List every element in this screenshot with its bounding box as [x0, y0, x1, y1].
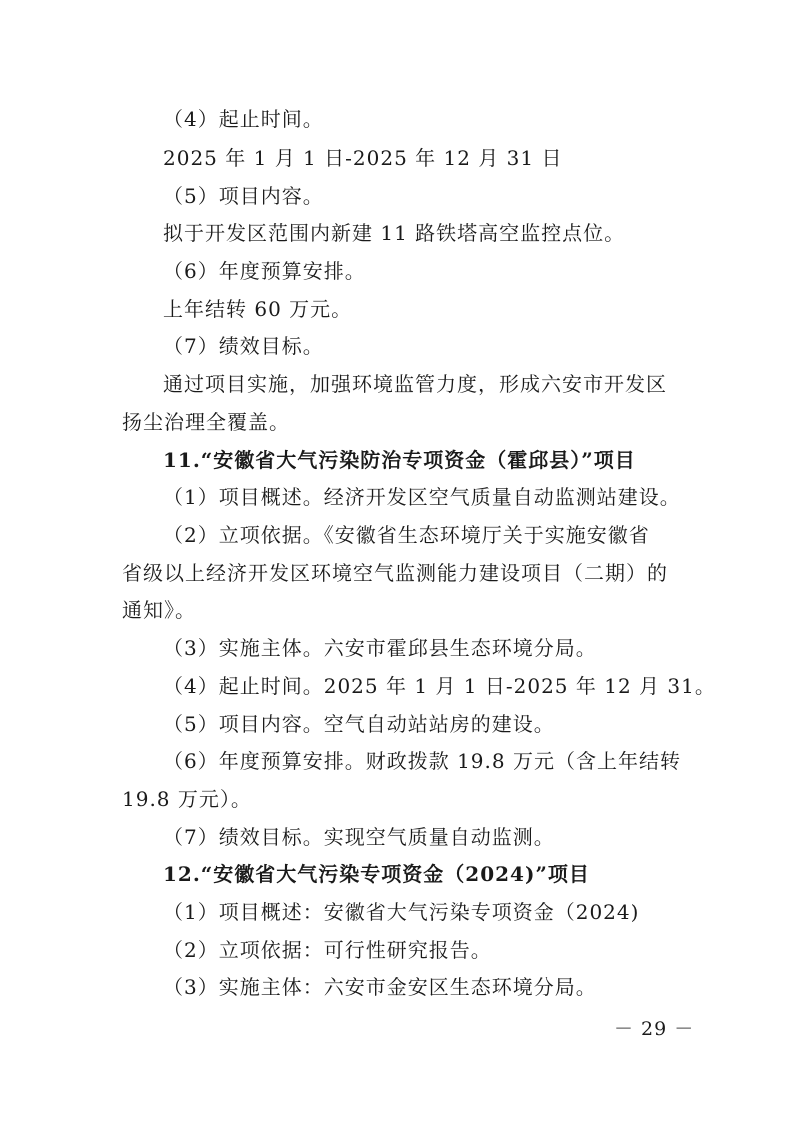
paragraph-line: （3）实施主体。六安市霍邱县生态环境分局。	[163, 636, 597, 660]
page-number: － 29 －	[614, 1018, 695, 1040]
paragraph-line: （5）项目内容。空气自动站站房的建设。	[163, 712, 555, 736]
paragraph-line: （4）起止时间。2025 年 1 月 1 日-2025 年 12 月 31。	[163, 674, 716, 698]
paragraph-line: 扬尘治理全覆盖。	[122, 410, 290, 434]
paragraph-line: （5）项目内容。	[163, 184, 324, 208]
paragraph-line: （2）立项依据：可行性研究报告。	[163, 938, 492, 962]
paragraph-line: （7）绩效目标。	[163, 334, 324, 358]
paragraph-line: 19.8 万元）。	[122, 787, 252, 811]
section-heading: 11.“安徽省大气污染防治专项资金（霍邱县）”项目	[163, 448, 636, 472]
paragraph-line: 省级以上经济开发区环境空气监测能力建设项目（二期）的	[122, 561, 668, 585]
paragraph-line: 上年结转 60 万元。	[163, 297, 353, 321]
paragraph-line: 通过项目实施，加强环境监管力度，形成六安市开发区	[163, 372, 667, 396]
paragraph-line: 2025 年 1 月 1 日-2025 年 12 月 31 日	[163, 146, 563, 170]
paragraph-line: （4）起止时间。	[163, 107, 324, 131]
paragraph-line: （2）立项依据。《安徽省生态环境厅关于实施安徽省	[163, 523, 650, 547]
paragraph-line: 通知》。	[122, 598, 196, 622]
paragraph-line: （6）年度预算安排。财政拨款 19.8 万元（含上年结转	[163, 749, 681, 773]
paragraph-line: 拟于开发区范围内新建 11 路铁塔高空监控点位。	[163, 221, 626, 245]
paragraph-line: （7）绩效目标。实现空气质量自动监测。	[163, 825, 555, 849]
paragraph-line: （1）项目概述：安徽省大气污染专项资金（2024)	[163, 900, 640, 924]
paragraph-line: （3）实施主体：六安市金安区生态环境分局。	[163, 975, 597, 999]
paragraph-line: （6）年度预算安排。	[163, 259, 366, 283]
paragraph-line: （1）项目概述。经济开发区空气质量自动监测站建设。	[163, 485, 681, 509]
section-heading: 12.“安徽省大气污染专项资金（2024)”项目	[163, 862, 590, 886]
